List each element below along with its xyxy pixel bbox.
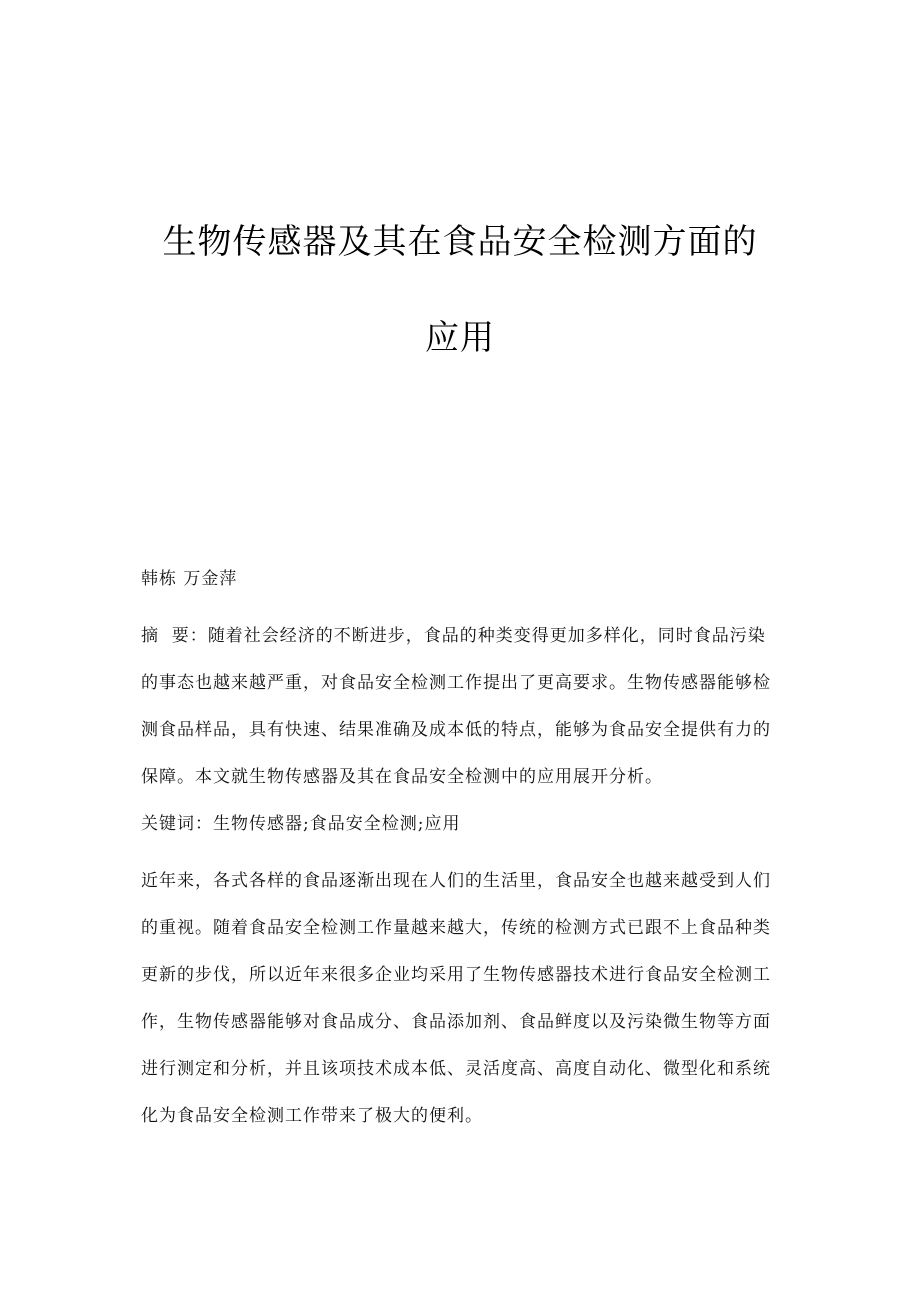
abstract-label: 摘 要： [141, 626, 208, 646]
keywords-text: 生物传感器;食品安全检测;应用 [213, 814, 461, 834]
document-title-line-2: 应用 [425, 318, 495, 358]
keywords-label: 关键词： [141, 814, 213, 834]
authors: 韩栋 万金萍 [141, 569, 238, 589]
body-paragraph: 近年来，各式各样的食品逐渐出现在人们的生活里，食品安全也越来越受到人们的重视。随着食品安全检测工作量越来越大，传统的检测方式已跟不上食品种类更新的步伐，所以近年来很多企业均采用了生物传感器技术进行食品安全检测工作，生物传感器能够对食品成分、食品添加剂、食品鲜度以及污染微生物等方面进行测定和分析，并且该项技术成本低、灵活度高、高度自动化、微型化和系统化为食品安全检测工作带来了极大的便利。 [141, 871, 771, 1126]
keywords [141, 801, 781, 848]
abstract [141, 613, 781, 801]
document-title-line-1: 生物传感器及其在食品安全检测方面的 [162, 222, 758, 262]
abstract-text: 随着社会经济的不断进步，食品的种类变得更加多样化，同时食品污染的事态也越来越严重，对食品安全检测工作提出了更高要求。生物传感器能够检测食品样品，具有快速、结果准确及成本低的特点，能够为食品安全提供有力的保障。本文就生物传感器及其在食品安全检测中的应用展开分析。 [141, 626, 771, 787]
